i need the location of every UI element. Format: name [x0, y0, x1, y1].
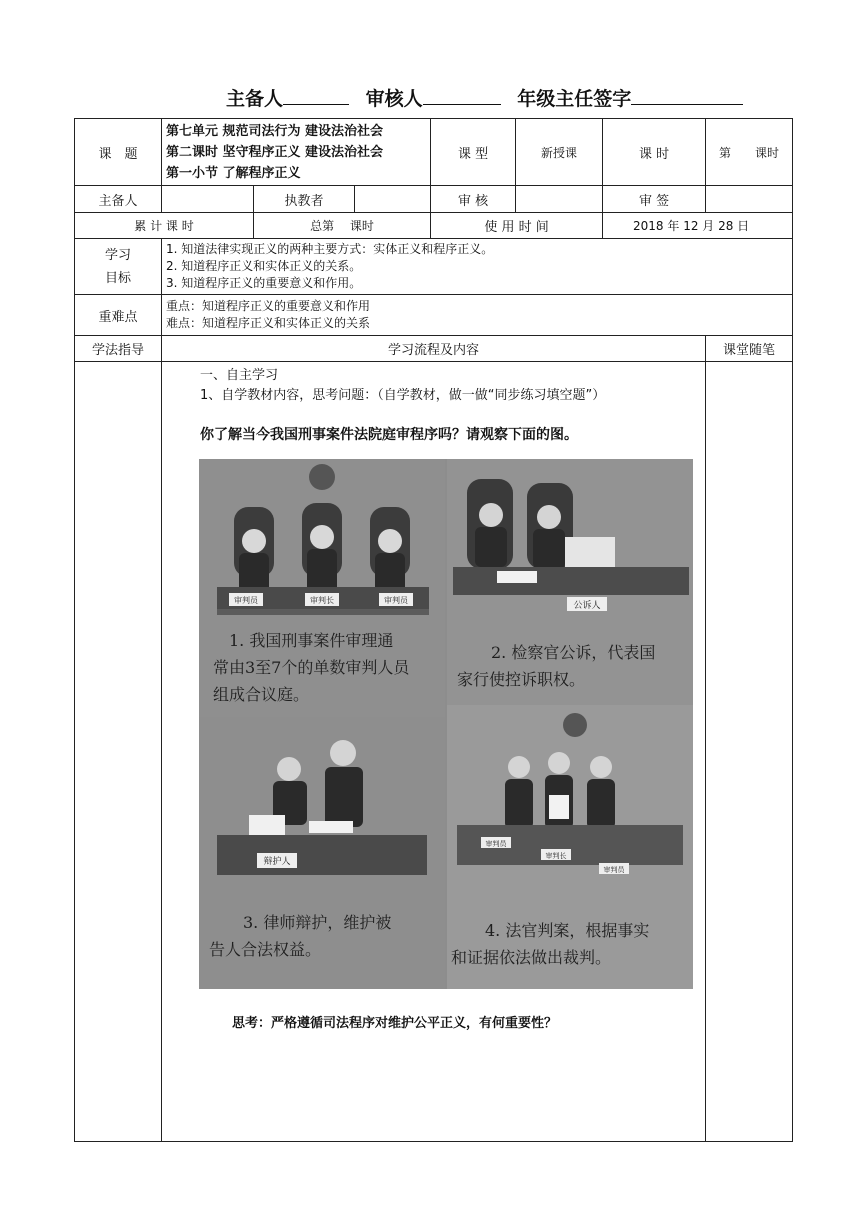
topic-label: 课 题 — [75, 119, 162, 186]
header-director-label: 年级主任签字 — [517, 88, 632, 110]
total-hours: 总第 课时 — [254, 213, 431, 239]
nameplate-label: 审判员 — [485, 840, 507, 848]
panel-caption-line: 组成合议庭。 — [213, 685, 310, 704]
header-signature-line — [226, 84, 786, 111]
courtroom-figure — [199, 459, 693, 989]
figure-panel-bench — [199, 459, 445, 717]
hours-value: 第 课时 — [706, 119, 793, 186]
sign-value[interactable] — [706, 186, 793, 213]
figure-panel-prosecutor — [447, 459, 693, 717]
review-label: 审 核 — [431, 186, 516, 213]
nameplate-label: 审判长 — [310, 596, 334, 605]
goal-item: 1. 知道法律实现正义的两种主要方式：实体正义和程序正义。 — [166, 242, 494, 256]
type-value: 新授课 — [516, 119, 603, 186]
lesson-plan-table — [74, 118, 793, 1142]
verdict-paper-icon — [549, 795, 569, 819]
preparer-blank — [283, 88, 349, 105]
content-row — [75, 362, 793, 1142]
topic-row — [75, 119, 793, 186]
header-preparer-label: 主备人 — [226, 88, 284, 110]
question-text: 你了解当今我国刑事案件法院庭审程序吗？请观察下面的图。 — [200, 427, 578, 443]
think-question: 思考：严格遵循司法程序对维护公平正义，有何重要性？ — [232, 1016, 558, 1031]
reviewer-blank — [423, 88, 501, 105]
nameplate-label: 审判员 — [234, 596, 258, 605]
review-value[interactable] — [516, 186, 603, 213]
preparer-value[interactable] — [162, 186, 254, 213]
goals-label — [75, 239, 162, 295]
nameplate-label: 审判员 — [384, 596, 408, 605]
notes-header: 课堂随笔 — [706, 336, 793, 362]
nameplate-label: 辩护人 — [263, 857, 291, 867]
topic-line: 第一小节 了解程序正义 — [166, 165, 301, 181]
key-points-label: 重难点 — [75, 295, 162, 336]
director-blank — [631, 88, 743, 105]
panel-caption-line: 1. 我国刑事案件审理通 — [229, 631, 394, 650]
figure-panel-ruling — [447, 705, 693, 989]
goals-row — [75, 239, 793, 295]
panel-caption-line: 4. 法官判案，根据事实 — [485, 921, 650, 940]
topic-line: 第七单元 规范司法行为 建设法治社会 — [166, 123, 384, 139]
paper-icon — [497, 571, 537, 583]
hours-row — [75, 213, 793, 239]
hours-label: 课 时 — [603, 119, 706, 186]
date-label: 使 用 时 间 — [431, 213, 603, 239]
header-reviewer-label: 审核人 — [365, 88, 423, 110]
topic-value — [162, 119, 431, 186]
monitor-icon — [565, 537, 615, 571]
guide-header: 学法指导 — [75, 336, 162, 362]
goals-list — [162, 239, 793, 295]
date-value: 2018 年 12 月 28 日 — [603, 213, 793, 239]
process-header: 学习流程及内容 — [162, 336, 706, 362]
emblem-icon — [563, 713, 587, 737]
cumulative-label: 累 计 课 时 — [75, 213, 254, 239]
teacher-value[interactable] — [355, 186, 431, 213]
nameplate-label: 公诉人 — [573, 601, 601, 611]
laptop-icon — [249, 815, 285, 837]
column-header-row — [75, 336, 793, 362]
goal-item: 2. 知道程序正义和实体正义的关系。 — [166, 259, 362, 273]
figure-panel-defense — [199, 717, 445, 989]
goals-label-line: 目标 — [104, 270, 131, 286]
nameplate-label: 审判员 — [603, 866, 625, 874]
key-points-list — [162, 295, 793, 336]
key-point: 重点：知道程序正义的重要意义和作用 — [166, 299, 371, 313]
staff-row — [75, 186, 793, 213]
panel-caption-line: 家行使控诉职权。 — [457, 670, 586, 689]
notes-cell[interactable] — [706, 362, 793, 1142]
guide-cell[interactable] — [75, 362, 162, 1142]
paper-icon — [309, 821, 353, 833]
panel-caption-line: 告人合法权益。 — [209, 940, 322, 959]
emblem-icon — [309, 464, 335, 490]
goal-item: 3. 知道程序正义的重要意义和作用。 — [166, 276, 362, 290]
panel-caption-line: 3. 律师辩护，维护被 — [243, 913, 392, 932]
process-cell — [162, 362, 706, 1142]
type-label: 课 型 — [431, 119, 516, 186]
teacher-label: 执教者 — [254, 186, 355, 213]
panel-caption-line: 2. 检察官公诉，代表国 — [491, 643, 656, 662]
panel-caption-line: 常由3至7个的单数审判人员 — [213, 658, 410, 677]
section-instruction: 1、自学教材内容，思考问题：（自学教材，做一做“同步练习填空题”） — [200, 388, 606, 403]
goals-label-line: 学习 — [104, 247, 131, 263]
nameplate-label: 审判长 — [545, 852, 567, 860]
difficult-point: 难点：知道程序正义和实体正义的关系 — [166, 316, 371, 330]
topic-line: 第二课时 坚守程序正义 建设法治社会 — [166, 144, 384, 160]
sign-label: 审 签 — [603, 186, 706, 213]
section-title: 一、自主学习 — [200, 368, 279, 383]
panel-caption-line: 和证据依法做出裁判。 — [451, 948, 612, 967]
key-points-row — [75, 295, 793, 336]
preparer-label: 主备人 — [75, 186, 162, 213]
